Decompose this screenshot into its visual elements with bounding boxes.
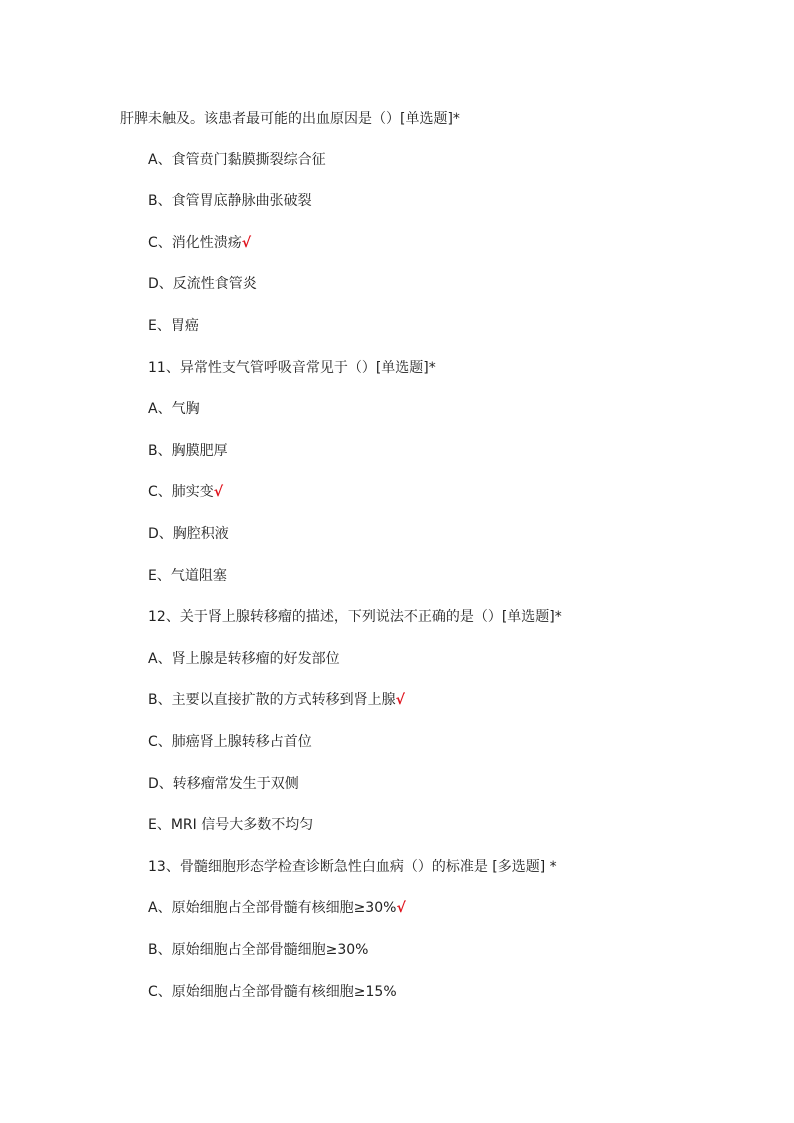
- q12-option-b: [148, 690, 405, 710]
- q13-option-b: [148, 940, 368, 960]
- q11-option-d: [148, 524, 229, 544]
- q11-option-b: [148, 441, 228, 461]
- q12-title: 12、关于肾上腺转移瘤的描述，下列说法不正确的是（）[单选题]*: [148, 609, 562, 625]
- q11-option-a: [148, 399, 200, 419]
- correct-check-mark: √: [213, 484, 224, 500]
- option-text: D、反流性食管炎: [148, 276, 257, 292]
- q12-option-d: [148, 774, 299, 794]
- q11-option-c: [148, 482, 223, 502]
- option-text: C、原始细胞占全部骨髓有核细胞≥15%: [148, 984, 397, 1000]
- q11-title: 11、异常性支气管呼吸音常见于（）[单选题]*: [148, 360, 436, 376]
- option-text: A、气胸: [148, 401, 200, 417]
- question-10-stem-continuation: 肝脾未触及。该患者最可能的出血原因是（）[单选题]*: [120, 111, 460, 127]
- q13-option-a: [148, 898, 406, 918]
- option-text: C、肺癌肾上腺转移占首位: [148, 734, 312, 750]
- q12-option-a: [148, 649, 340, 669]
- option-text: A、原始细胞占全部骨髓有核细胞≥30%: [148, 900, 397, 916]
- option-text: E、气道阻塞: [148, 568, 227, 584]
- q13-title: 13、骨髓细胞形态学检查诊断急性白血病（）的标准是 [多选题] *: [148, 859, 557, 875]
- q12-option-c: [148, 732, 312, 752]
- option-text: B、主要以直接扩散的方式转移到肾上腺: [148, 692, 396, 708]
- q12-option-e: [148, 815, 313, 835]
- option-text: D、胸腔积液: [148, 526, 229, 542]
- q11-option-e: [148, 566, 227, 586]
- option-text: A、食管贲门黏膜撕裂综合征: [148, 152, 326, 168]
- q10-option-b: [148, 191, 312, 211]
- option-text: B、胸膜肥厚: [148, 443, 228, 459]
- option-text: E、MRI 信号大多数不均匀: [148, 817, 314, 833]
- q10-option-a: [148, 150, 326, 170]
- option-text: E、胃癌: [148, 318, 199, 334]
- option-text: A、肾上腺是转移瘤的好发部位: [148, 651, 340, 667]
- correct-check-mark: √: [396, 900, 406, 916]
- option-text: B、食管胃底静脉曲张破裂: [148, 193, 312, 209]
- q10-option-c: [148, 233, 251, 253]
- q10-option-e: [148, 316, 199, 336]
- option-text: C、肺实变: [148, 484, 214, 500]
- correct-check-mark: √: [241, 235, 252, 251]
- q10-option-d: [148, 274, 257, 294]
- option-text: D、转移瘤常发生于双侧: [148, 776, 299, 792]
- option-text: B、原始细胞占全部骨髓细胞≥30%: [148, 942, 369, 958]
- option-text: C、消化性溃疡: [148, 235, 242, 251]
- correct-check-mark: √: [395, 692, 405, 708]
- q13-option-c: [148, 982, 397, 1002]
